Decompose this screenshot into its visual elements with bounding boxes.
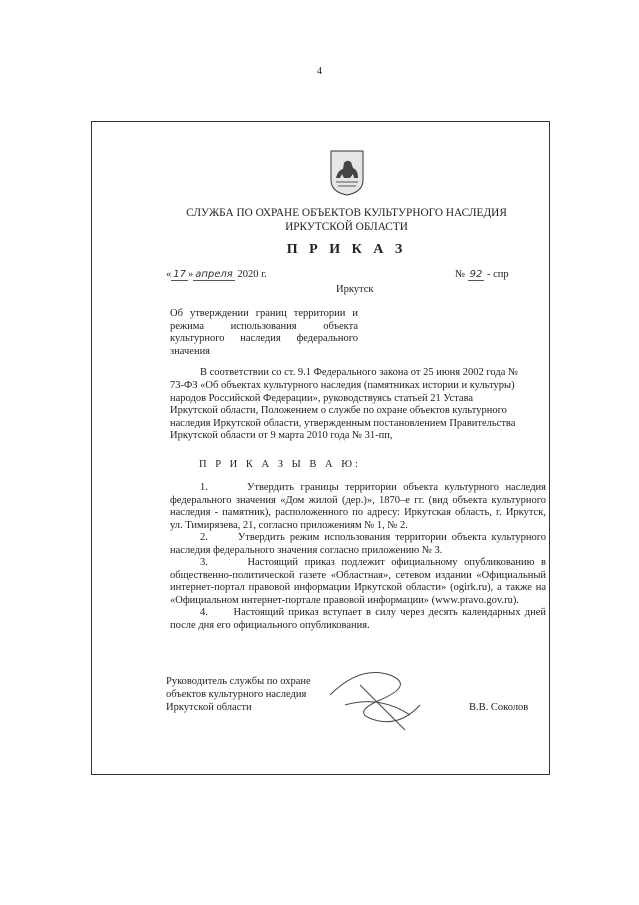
order-item-1: 1. Утвердить границы территории объекта культурного наследия федерального значения «Дом жилой (дер.)», 1870–е гг. (вид объекта культурного наследия - памятник), расположенного по адресу: Иркутская область, г. Иркутск, ул. Тимирязева, 21, согласно приложениям № 1, № 2.	[170, 482, 546, 531]
signatory-line-1: Руководитель службы по охране	[166, 676, 311, 687]
document-title: П Р И К А З	[286, 242, 407, 257]
number-prefix: №	[455, 269, 466, 280]
order-number	[455, 269, 509, 280]
organization-name	[150, 206, 543, 234]
date-month: апреля	[195, 269, 233, 280]
preamble-line: Иркутской области от 9 марта 2010 года № 31-пп,	[170, 430, 393, 441]
signatory-position	[166, 676, 311, 714]
signatory-name: В.В. Соколов	[469, 702, 529, 713]
preamble-line: наследия Иркутской области, утвержденным постановлением Правительства	[170, 417, 516, 429]
date-day: 17	[173, 269, 186, 280]
city: Иркутск	[336, 284, 374, 295]
number-suffix: - спр	[487, 269, 509, 280]
date-year: 2020 г.	[237, 269, 267, 280]
preamble-line: 73-ФЗ «Об объектах культурного наследия (памятниках истории и культуры)	[170, 380, 515, 391]
signature-scribble-icon	[320, 655, 430, 735]
preamble-line: В соответствии со ст. 9.1 Федерального закона от 25 июня 2002 года №	[200, 367, 518, 378]
number-value: 92	[469, 269, 483, 280]
preamble-line: Иркутской области, Положением о службе по охране объектов культурного	[170, 405, 507, 416]
signatory-line-2: объектов культурного наследия	[166, 688, 307, 700]
page-number: 4	[317, 66, 322, 77]
order-item-3: 3. Настоящий приказ подлежит официальному опубликованию в общественно-политической газете «Областная», сетевом издании «Официальный интернет-портал правовой информации Иркутской области» (ogirk.ru), а также на «Официальном интернет-портале правовой информации» (www.pravo.gov.ru).	[170, 557, 546, 606]
coat-of-arms-icon	[330, 150, 364, 196]
order-word: П Р И К А З Ы В А Ю:	[199, 459, 361, 470]
preamble-continued	[170, 380, 546, 443]
order-items	[170, 482, 546, 632]
preamble	[170, 367, 546, 380]
order-item-4: 4. Настоящий приказ вступает в силу через десять календарных дней после дня его официального опубликования.	[170, 607, 546, 631]
order-date: « 17 » апреля 2020 г.	[166, 269, 267, 280]
organization-line-1: СЛУЖБА ПО ОХРАНЕ ОБЪЕКТОВ КУЛЬТУРНОГО НАСЛЕДИЯ	[186, 207, 507, 219]
order-subject: Об утверждении границ территории и режима использования объекта культурного наследия федерального значения	[170, 308, 358, 357]
signatory-line-3: Иркутской области	[166, 701, 252, 713]
organization-line-2: ИРКУТСКОЙ ОБЛАСТИ	[285, 221, 408, 233]
preamble-line: народов Российской Федерации», руководствуясь статьей 21 Устава	[170, 392, 474, 404]
order-item-2: 2. Утвердить режим использования территории объекта культурного наследия федерального значения согласно приложению № 3.	[170, 532, 546, 556]
